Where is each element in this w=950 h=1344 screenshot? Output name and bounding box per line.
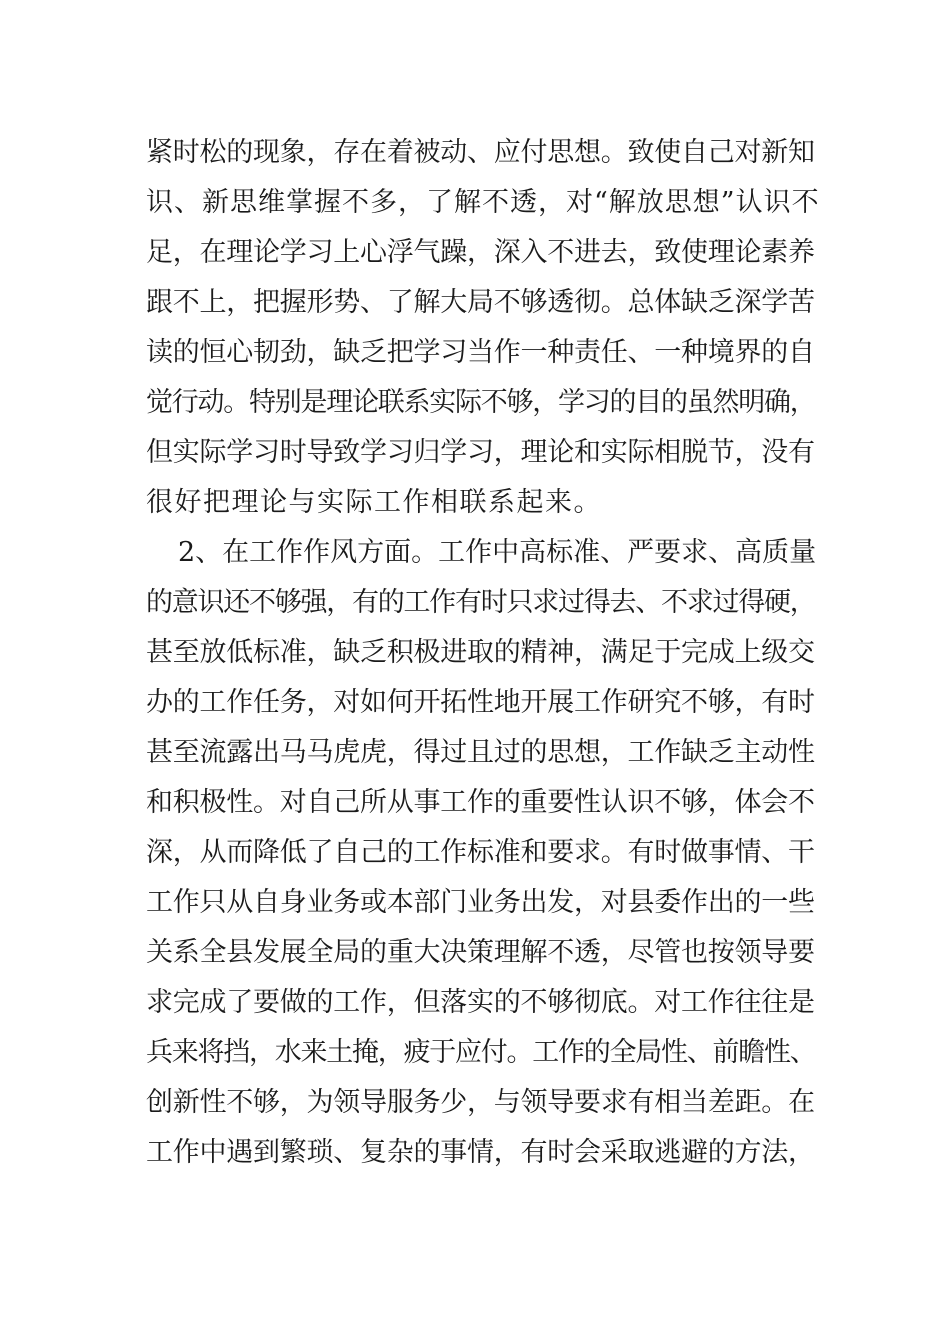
text-line: 办的工作任务，对如何开拓性地开展工作研究不够，有时 xyxy=(146,687,815,718)
text-line: 求完成了要做的工作，但落实的不够彻底。对工作往往是 xyxy=(146,987,815,1018)
text-line: 的意识还不够强，有的工作有时只求过得去、不求过得硬， xyxy=(146,587,816,618)
text-line: 足，在理论学习上心浮气躁，深入不进去，致使理论素养 xyxy=(146,237,815,268)
text-line: 识、新思维掌握不多，了解不透，对“解放思想”认识不 xyxy=(146,187,820,218)
text-line: 关系全县发展全局的重大决策理解不透，尽管也按领导要 xyxy=(146,937,815,968)
text-line: 很好把理论与实际工作相联系起来。 xyxy=(146,487,602,518)
text-line: 工作只从自身业务或本部门业务出发，对县委作出的一些 xyxy=(146,887,815,918)
text-line: 甚至放低标准，缺乏积极进取的精神，满足于完成上级交 xyxy=(146,637,815,668)
text-line: 跟不上，把握形势、了解大局不够透彻。总体缺乏深学苦 xyxy=(146,287,815,318)
text-line: 和积极性。对自己所从事工作的重要性认识不够，体会不 xyxy=(146,787,815,818)
text-line: 兵来将挡，水来土掩，疲于应付。工作的全局性、前瞻性、 xyxy=(146,1037,816,1068)
text-line: 工作中遇到繁琐、复杂的事情，有时会采取逃避的方法， xyxy=(146,1137,815,1168)
text-line: 甚至流露出马马虎虎，得过且过的思想，工作缺乏主动性 xyxy=(146,737,815,768)
text-line: 紧时松的现象，存在着被动、应付思想。致使自己对新知 xyxy=(146,137,815,168)
text-line: 觉行动。特别是理论联系实际不够，学习的目的虽然明确， xyxy=(146,387,816,418)
text-line: 2、在工作作风方面。工作中高标准、严要求、高质量 xyxy=(178,537,817,568)
text-line: 但实际学习时导致学习归学习，理论和实际相脱节，没有 xyxy=(146,437,815,468)
text-line: 创新性不够，为领导服务少，与领导要求有相当差距。在 xyxy=(146,1087,815,1118)
text-line: 读的恒心韧劲，缺乏把学习当作一种责任、一种境界的自 xyxy=(146,337,815,368)
text-line: 深，从而降低了自己的工作标准和要求。有时做事情、干 xyxy=(146,837,815,868)
